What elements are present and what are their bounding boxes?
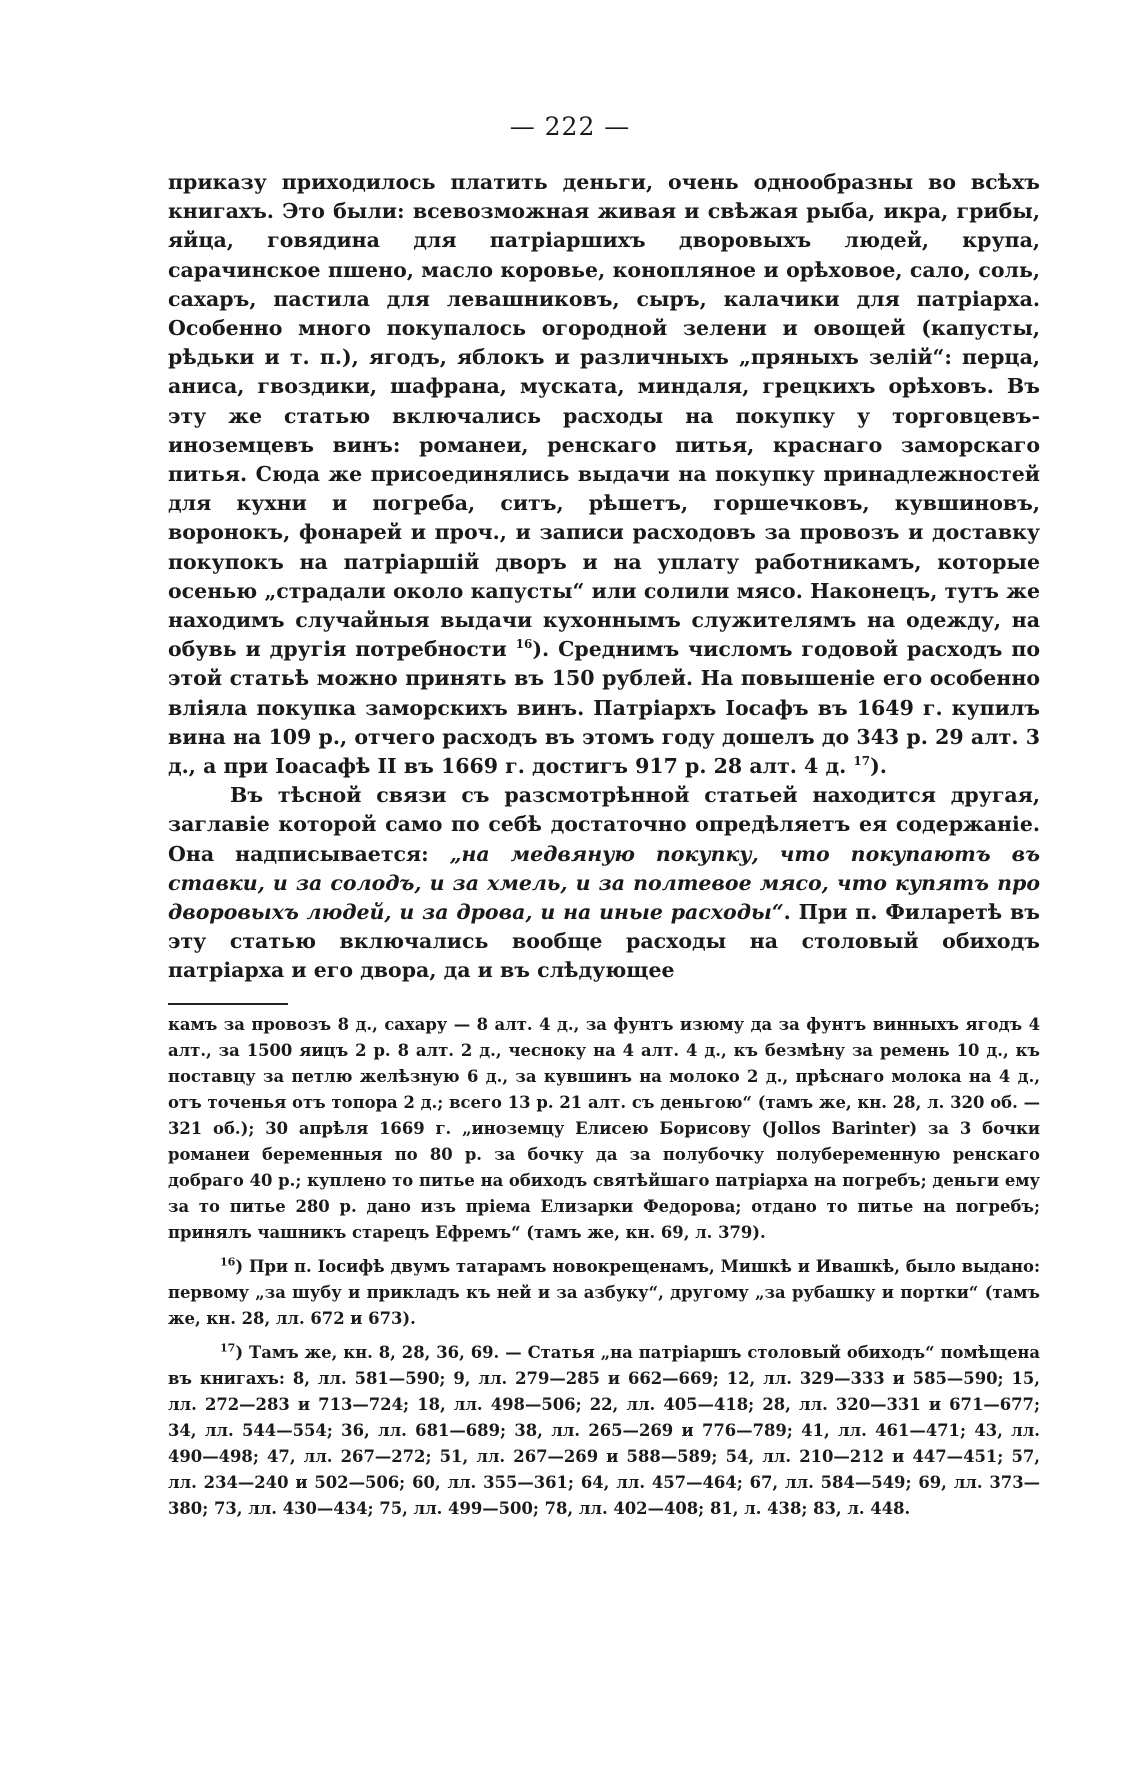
- page-number: — 222 —: [509, 112, 631, 141]
- footnote-divider: [168, 1003, 288, 1005]
- footnote-16-number: 16: [220, 1255, 236, 1269]
- main-text: [168, 168, 1040, 986]
- paragraph-1-text: приказу приходилось платить деньги, очень однообразны во всѣхъ книгахъ. Это были: всевозможная живая и свѣжая рыба, икра, грибы, яйца, говядина для патріаршихъ дворовыхъ людей, крупа, сарачинское пшено, масло коровье, конопляное и орѣховое, сало, соль, сахаръ, пастила для левашниковъ, сыръ, калачики для патріарха. Особенно много покупалось огородной зелени и овощей (капусты, рѣдьки и т. п.), ягодъ, яблокъ и различныхъ „пряныхъ зелій“: перца, аниса, гвоздики, шафрана, муската, миндаля, грецкихъ орѣховъ. Въ эту же статью включались расходы на покупку у торговцевъ-иноземцевъ винъ: романеи, ренскаго питья, краснаго заморскаго питья. Сюда же присоединялись выдачи на покупку принадлежностей для кухни и погреба, ситъ, рѣшетъ, горшечковъ, кувшиновъ, воронокъ, фонарей и проч., и записи расходовъ за провозъ и доставку покупокъ на патріаршій дворъ и на уплату работникамъ, которые осенью „страдали около капусты“ или солили мясо. Наконецъ, тутъ же находимъ случайныя выдачи кухоннымъ служителямъ на одежду, на обувь и другія потребности: [168, 170, 1040, 662]
- footnote-ref-17: 17: [853, 754, 871, 769]
- footnote-ref-16: 16: [515, 637, 533, 652]
- paragraph-2: [168, 781, 1040, 985]
- paragraph-2-start: Въ тѣсной связи съ разсмотрѣнной статьей находится другая, заглавіе которой само по себѣ достаточно опредѣляетъ ея содержаніе. Она надписывается:: [168, 783, 1040, 866]
- paragraph-2-end: . При п. Филаретѣ въ эту статью включались вообще расходы на столовый обиходъ патріарха и его двора, да и въ слѣдующее: [168, 900, 1041, 983]
- footnote-17-text: ) Тамъ же, кн. 8, 28, 36, 69. — Статья „на патріаршъ столовый обиходъ“ помѣщена въ книгахъ: 8, лл. 581—590; 9, лл. 279—285 и 662—669; 12, лл. 329—333 и 585—590; 15, лл. 272—283 и 713—724; 18, лл. 498—506; 22, лл. 405—418; 28, лл. 320—331 и 671—677; 34, лл. 544—554; 36, лл. 681—689; 38, лл. 265—269 и 776—789; 41, лл. 461—471; 43, лл. 490—498; 47, лл. 267—272; 51, лл. 267—269 и 588—589; 54, лл. 210—212 и 447—451; 57, лл. 234—240 и 502—506; 60, лл. 355—361; 64, лл. 457—464; 67, лл. 584—549; 69, лл. 373—380; 73, лл. 430—434; 75, лл. 499—500; 78, лл. 402—408; 81, л. 438; 83, л. 448.: [168, 1343, 1040, 1518]
- paragraph-1: [168, 168, 1040, 781]
- paragraph-2-quote: „на медвяную покупку, что покупаютъ въ ставки, и за солодъ, и за хмель, и за полтевое мясо, что купятъ про дворовыхъ людей, и за дрова, и на иные расходы“: [168, 841, 1041, 925]
- footnote-17: [168, 1340, 1040, 1522]
- footnote-16-text: ) При п. Іосифѣ двумъ татарамъ новокрещенамъ, Мишкѣ и Ивашкѣ, было выдано: первому „за шубу и прикладъ къ ней и за азбуку“, другому „за рубашку и портки“ (тамъ же, кн. 28, лл. 672 и 673).: [168, 1257, 1040, 1328]
- footnotes: [168, 1012, 1040, 1522]
- footnote-16: [168, 1254, 1040, 1332]
- footnote-17-number: 17: [220, 1341, 236, 1355]
- paragraph-1-end: ).: [870, 754, 887, 779]
- paragraph-1-tail: ). Среднимъ числомъ годовой расходъ по этой статьѣ можно принять въ 150 рублей. На повышеніе его особенно вліяла покупка заморскихъ винъ. Патріархъ Іосафъ въ 1649 г. купилъ вина на 109 р., отчего расходъ въ этомъ году дошелъ до 343 р. 29 алт. 3 д., а при Іоасафѣ II въ 1669 г. достигъ 917 р. 28 алт. 4 д.: [168, 637, 1040, 779]
- footnote-continuation: камъ за провозъ 8 д., сахару — 8 алт. 4 д., за фунтъ изюму да за фунтъ винныхъ ягодъ 4 алт., за 1500 яицъ 2 р. 8 алт. 2 д., чесноку на 4 алт. 4 д., къ безмѣну за ремень 10 д., къ поставцу за петлю желѣзную 6 д., за кувшинъ на молоко 2 д., прѣснаго молока на 4 д., отъ точенья отъ топора 2 д.; всего 13 р. 21 алт. съ деньгою“ (тамъ же, кн. 28, л. 320 об. — 321 об.); 30 апрѣля 1669 г. „иноземцу Елисею Борисову (Jollos Barinter) за 3 бочки романеи беременныя по 80 р. за бочку да за полубочку полубеременную ренскаго добраго 40 р.; куплено то питье на обиходъ святѣйшаго патріарха на погребъ; деньги ему за то питье 280 р. дано изъ пріема Елизарки Федорова; отдано то питье на погребъ; принялъ чашникъ старецъ Ефремъ“ (тамъ же, кн. 69, л. 379).: [168, 1015, 1040, 1242]
